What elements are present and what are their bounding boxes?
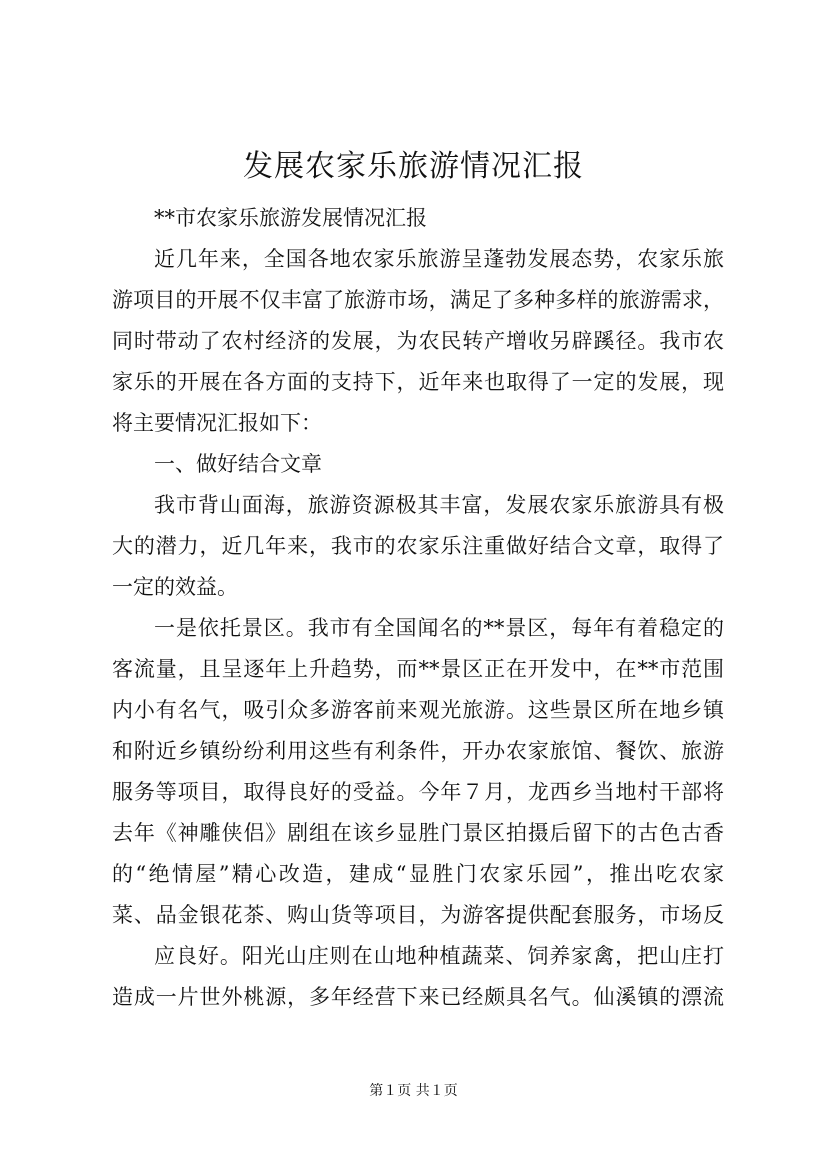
paragraph-line: 家乐的开展在各方面的支持下，近年来也取得了一定的发展，现 [112, 370, 724, 394]
page-footer: 第１页 共１页 [369, 1083, 458, 1099]
paragraph-line: 我市背山面海，旅游资源极其丰富，发展农家乐旅游具有极 [154, 493, 724, 517]
paragraph-line: 客流量，且呈逐年上升趋势，而**景区正在开发中，在**市范围 [112, 657, 724, 681]
paragraph-line: 应良好。阳光山庄则在山地种植蔬菜、饲养家禽，把山庄打 [154, 944, 724, 968]
paragraph-line: 游项目的开展不仅丰富了旅游市场，满足了多种多样的旅游需求， [112, 288, 724, 312]
paragraph-line: 菜、品金银花茶、购山货等项目，为游客提供配套服务，市场反 [112, 903, 724, 927]
paragraph-line: 的“绝情屋”精心改造，建成“显胜门农家乐园”，推出吃农家 [112, 862, 724, 886]
paragraph-line: 近几年来，全国各地农家乐旅游呈蓬勃发展态势，农家乐旅 [154, 247, 724, 271]
paragraph-line: 将主要情况汇报如下： [112, 411, 322, 435]
paragraph-line: 和附近乡镇纷纷利用这些有利条件，开办农家旅馆、餐饮、旅游 [112, 739, 724, 763]
document-body [112, 198, 724, 1018]
paragraph-line: 服务等项目，取得良好的受益。今年７月，龙西乡当地村干部将 [112, 780, 724, 804]
paragraph-line: 造成一片世外桃源，多年经营下来已经颇具名气。仙溪镇的漂流 [112, 985, 724, 1009]
paragraph-line: 去年《神雕侠侣》剧组在该乡显胜门景区拍摄后留下的古色古香 [112, 821, 724, 845]
paragraph-line: 同时带动了农村经济的发展，为农民转产增收另辟蹊径。我市农 [112, 329, 724, 353]
paragraph-line: 内小有名气，吸引众多游客前来观光旅游。这些景区所在地乡镇 [112, 698, 724, 722]
paragraph-line: 一定的效益。 [112, 575, 238, 599]
document-title: 发展农家乐旅游情况汇报 [243, 149, 584, 184]
section-heading: 一、做好结合文章 [154, 452, 322, 476]
subtitle-line: **市农家乐旅游发展情况汇报 [154, 206, 427, 230]
paragraph-line: 大的潜力，近几年来，我市的农家乐注重做好结合文章，取得了 [112, 534, 724, 558]
paragraph-line: 一是依托景区。我市有全国闻名的**景区，每年有着稳定的 [154, 616, 724, 640]
